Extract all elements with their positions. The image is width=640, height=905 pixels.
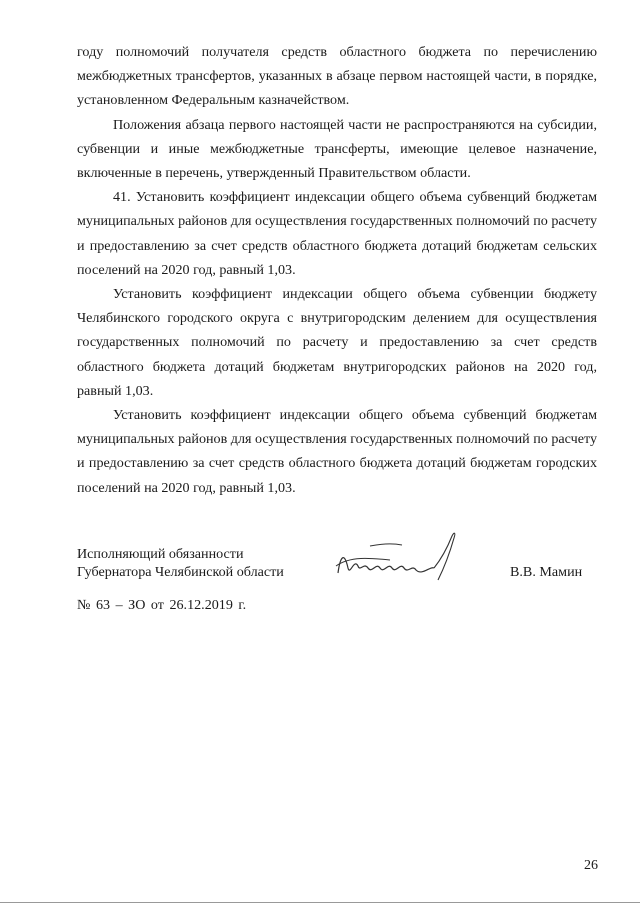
page-number: 26 [584,858,598,873]
handwritten-signature [330,528,465,588]
page-bottom-edge [0,902,640,903]
signatory-name: В.В. Мамин [510,564,583,580]
document-number-date: № 63 – ЗО от 26.12.2019 г. [77,597,247,613]
paragraph-exceptions: Положения абзаца первого настоящей части не распространяются на субсидии, субвенции и иные межбюджетные трансферты, имеющие целевое назначение, включенные в перечень, утвержденный Правительством области. [77,116,597,182]
document-body [77,40,597,500]
paragraph-continuation: году полномочий получателя средств областного бюджета по перечислению межбюджетных трансфертов, указанных в абзаце первом настоящей части, в порядке, установленном Федеральным казначейством. [77,44,597,109]
paragraph-urban-settlements-coefficient: Установить коэффициент индексации общего объема субвенций бюджетам муниципальных районов для осуществления государственных полномочий по расчету и предоставлению за счет средств областного бюджета дотаций бюджетам городских поселений на 2020 год, равный 1,03. [77,407,597,496]
signatory-title-line1: Исполняющий обязанности [77,546,244,562]
paragraph-article-41: 41. Установить коэффициент индексации общего объема субвенций бюджетам муниципальных районов для осуществления государственных полномочий по расчету и предоставлению за счет средств областного бюджета дотаций бюджетам сельских поселений на 2020 год, равный 1,03. [77,189,597,278]
paragraph-chelyabinsk-coefficient: Установить коэффициент индексации общего объема субвенции бюджету Челябинского городского округа с внутригородским делением для осуществления государственных полномочий по расчету и предоставлению за счет средств областного бюджета дотаций бюджетам внутригородских районов на 2020 год, равный 1,03. [77,286,597,399]
signatory-title [77,545,284,581]
signatory-title-line2: Губернатора Челябинской области [77,564,284,580]
